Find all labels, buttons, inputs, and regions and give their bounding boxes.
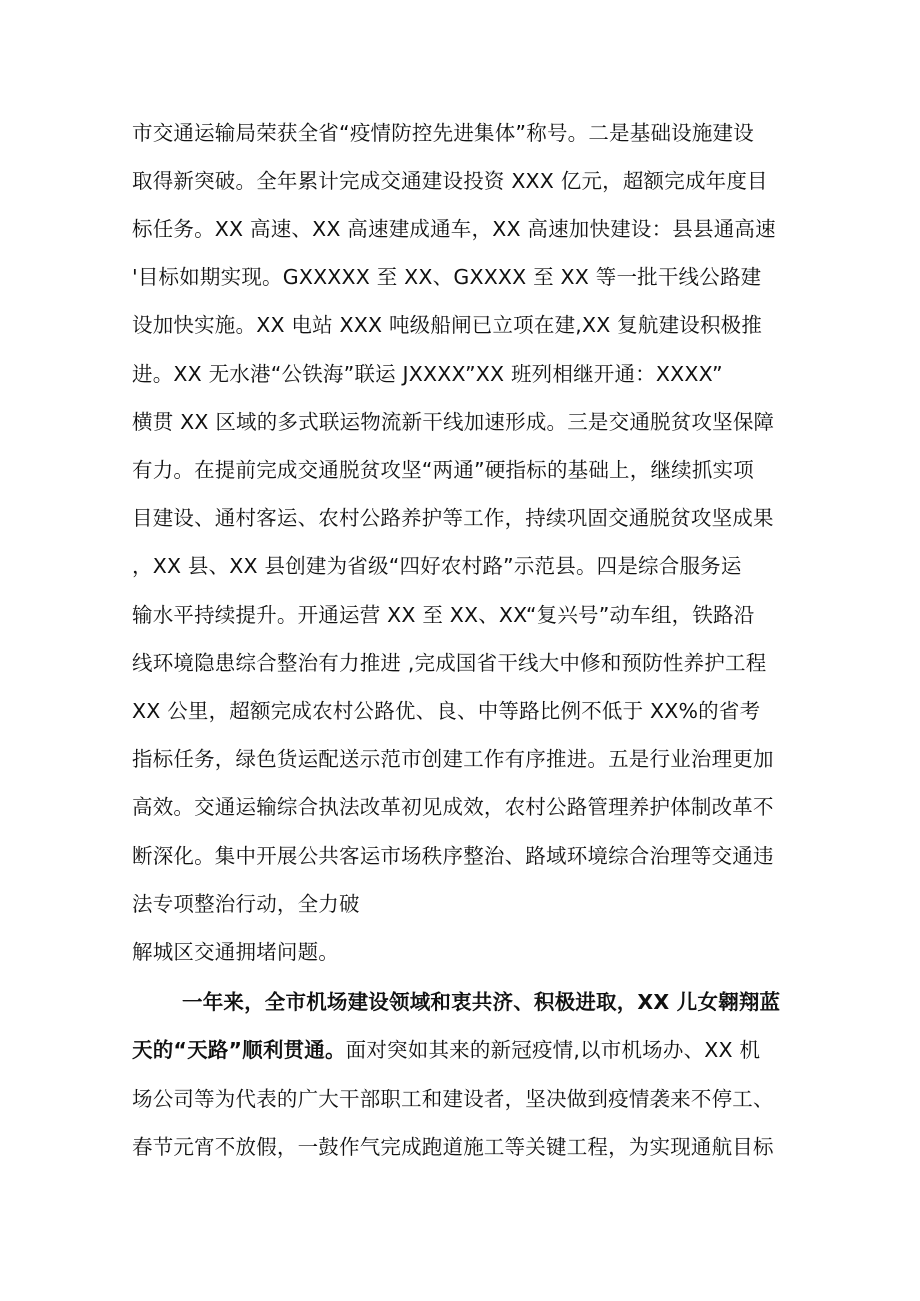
paragraph-line [132, 1037, 760, 1063]
paragraph-line: 指标任务，绿色货运配送示范市创建工作有序推进。五是行业治理更加 [132, 747, 774, 771]
paragraph-line: ，XX 县、XX 县创建为省级“四好农村路”示范县。四是综合服务运 [132, 554, 742, 578]
paragraph-line: 高效。交通运输综合执法改革初见成效，农村公路管理养护体制改革不 [132, 795, 774, 819]
paragraph-line: 进。XX 无水港“公铁海”联运 JXXXX”XX 班列相继开通：XXXX” [132, 362, 723, 386]
paragraph-line: 设加快实施。XX 电站 XXX 吨级船闸已立项在建,XX 复航建设积极推 [132, 313, 763, 337]
paragraph-line: 输水平持续提升。开通运营 XX 至 XX、XX“复兴号”动车组，铁路沿 [132, 603, 755, 627]
paragraph-line: 取得新突破。全年累计完成交通建设投资 XXX 亿元，超额完成年度目 [132, 169, 768, 193]
paragraph-line: 春节元宵不放假，一鼓作气完成跑道施工等关键工程，为实现通航目标 [132, 1135, 774, 1159]
paragraph-line: 目建设、通村客运、农村公路养护等工作，持续巩固交通脱贫攻坚成果 [132, 506, 774, 530]
paragraph-line: XX 公里，超额完成农村公路优、良、中等路比例不低于 XX%的省考 [132, 699, 761, 723]
paragraph-line: 断深化。集中开展公共客运市场秩序整治、路域环境综合治理等交通违 [132, 844, 774, 868]
paragraph-line: 有力。在提前完成交通脱贫攻坚“两通”硬指标的基础上，继续抓实项 [132, 458, 754, 482]
paragraph-line: 场公司等为代表的广大干部职工和建设者，坚决做到疫情袭来不停工、 [132, 1087, 774, 1111]
paragraph-line: 横贯 XX 区域的多式联运物流新干线加速形成。三是交通脱贫攻坚保障 [132, 410, 775, 434]
lead-sentence-bold: 天的“天路”顺利贯通。 [132, 1038, 346, 1062]
paragraph-line: 市交通运输局荣获全省“疫情防控先进集体”称号。二是基础设施建设 [132, 121, 754, 145]
paragraph-line: 解城区交通拥堵问题。 [132, 940, 339, 964]
paragraph-line: 线环境隐患综合整治有力推进 ,完成国省干线大中修和预防性养护工程 [132, 651, 767, 675]
paragraph-line: 标任务。XX 高速、XX 高速建成通车，XX 高速加快建设：县县通高速 [132, 217, 776, 241]
paragraph-text: 面对突如其来的新冠疫情,以市机场办、XX 机 [345, 1038, 761, 1062]
paragraph-line-bold: 一年来，全市机场建设领域和衷共济、积极进取，XX 儿女翱翔蓝 [182, 990, 781, 1014]
paragraph-line: '目标如期实现。GXXXXX 至 XX、GXXXX 至 XX 等一批干线公路建 [132, 265, 762, 289]
paragraph-line: 法专项整治行动，全力破 [132, 892, 360, 916]
